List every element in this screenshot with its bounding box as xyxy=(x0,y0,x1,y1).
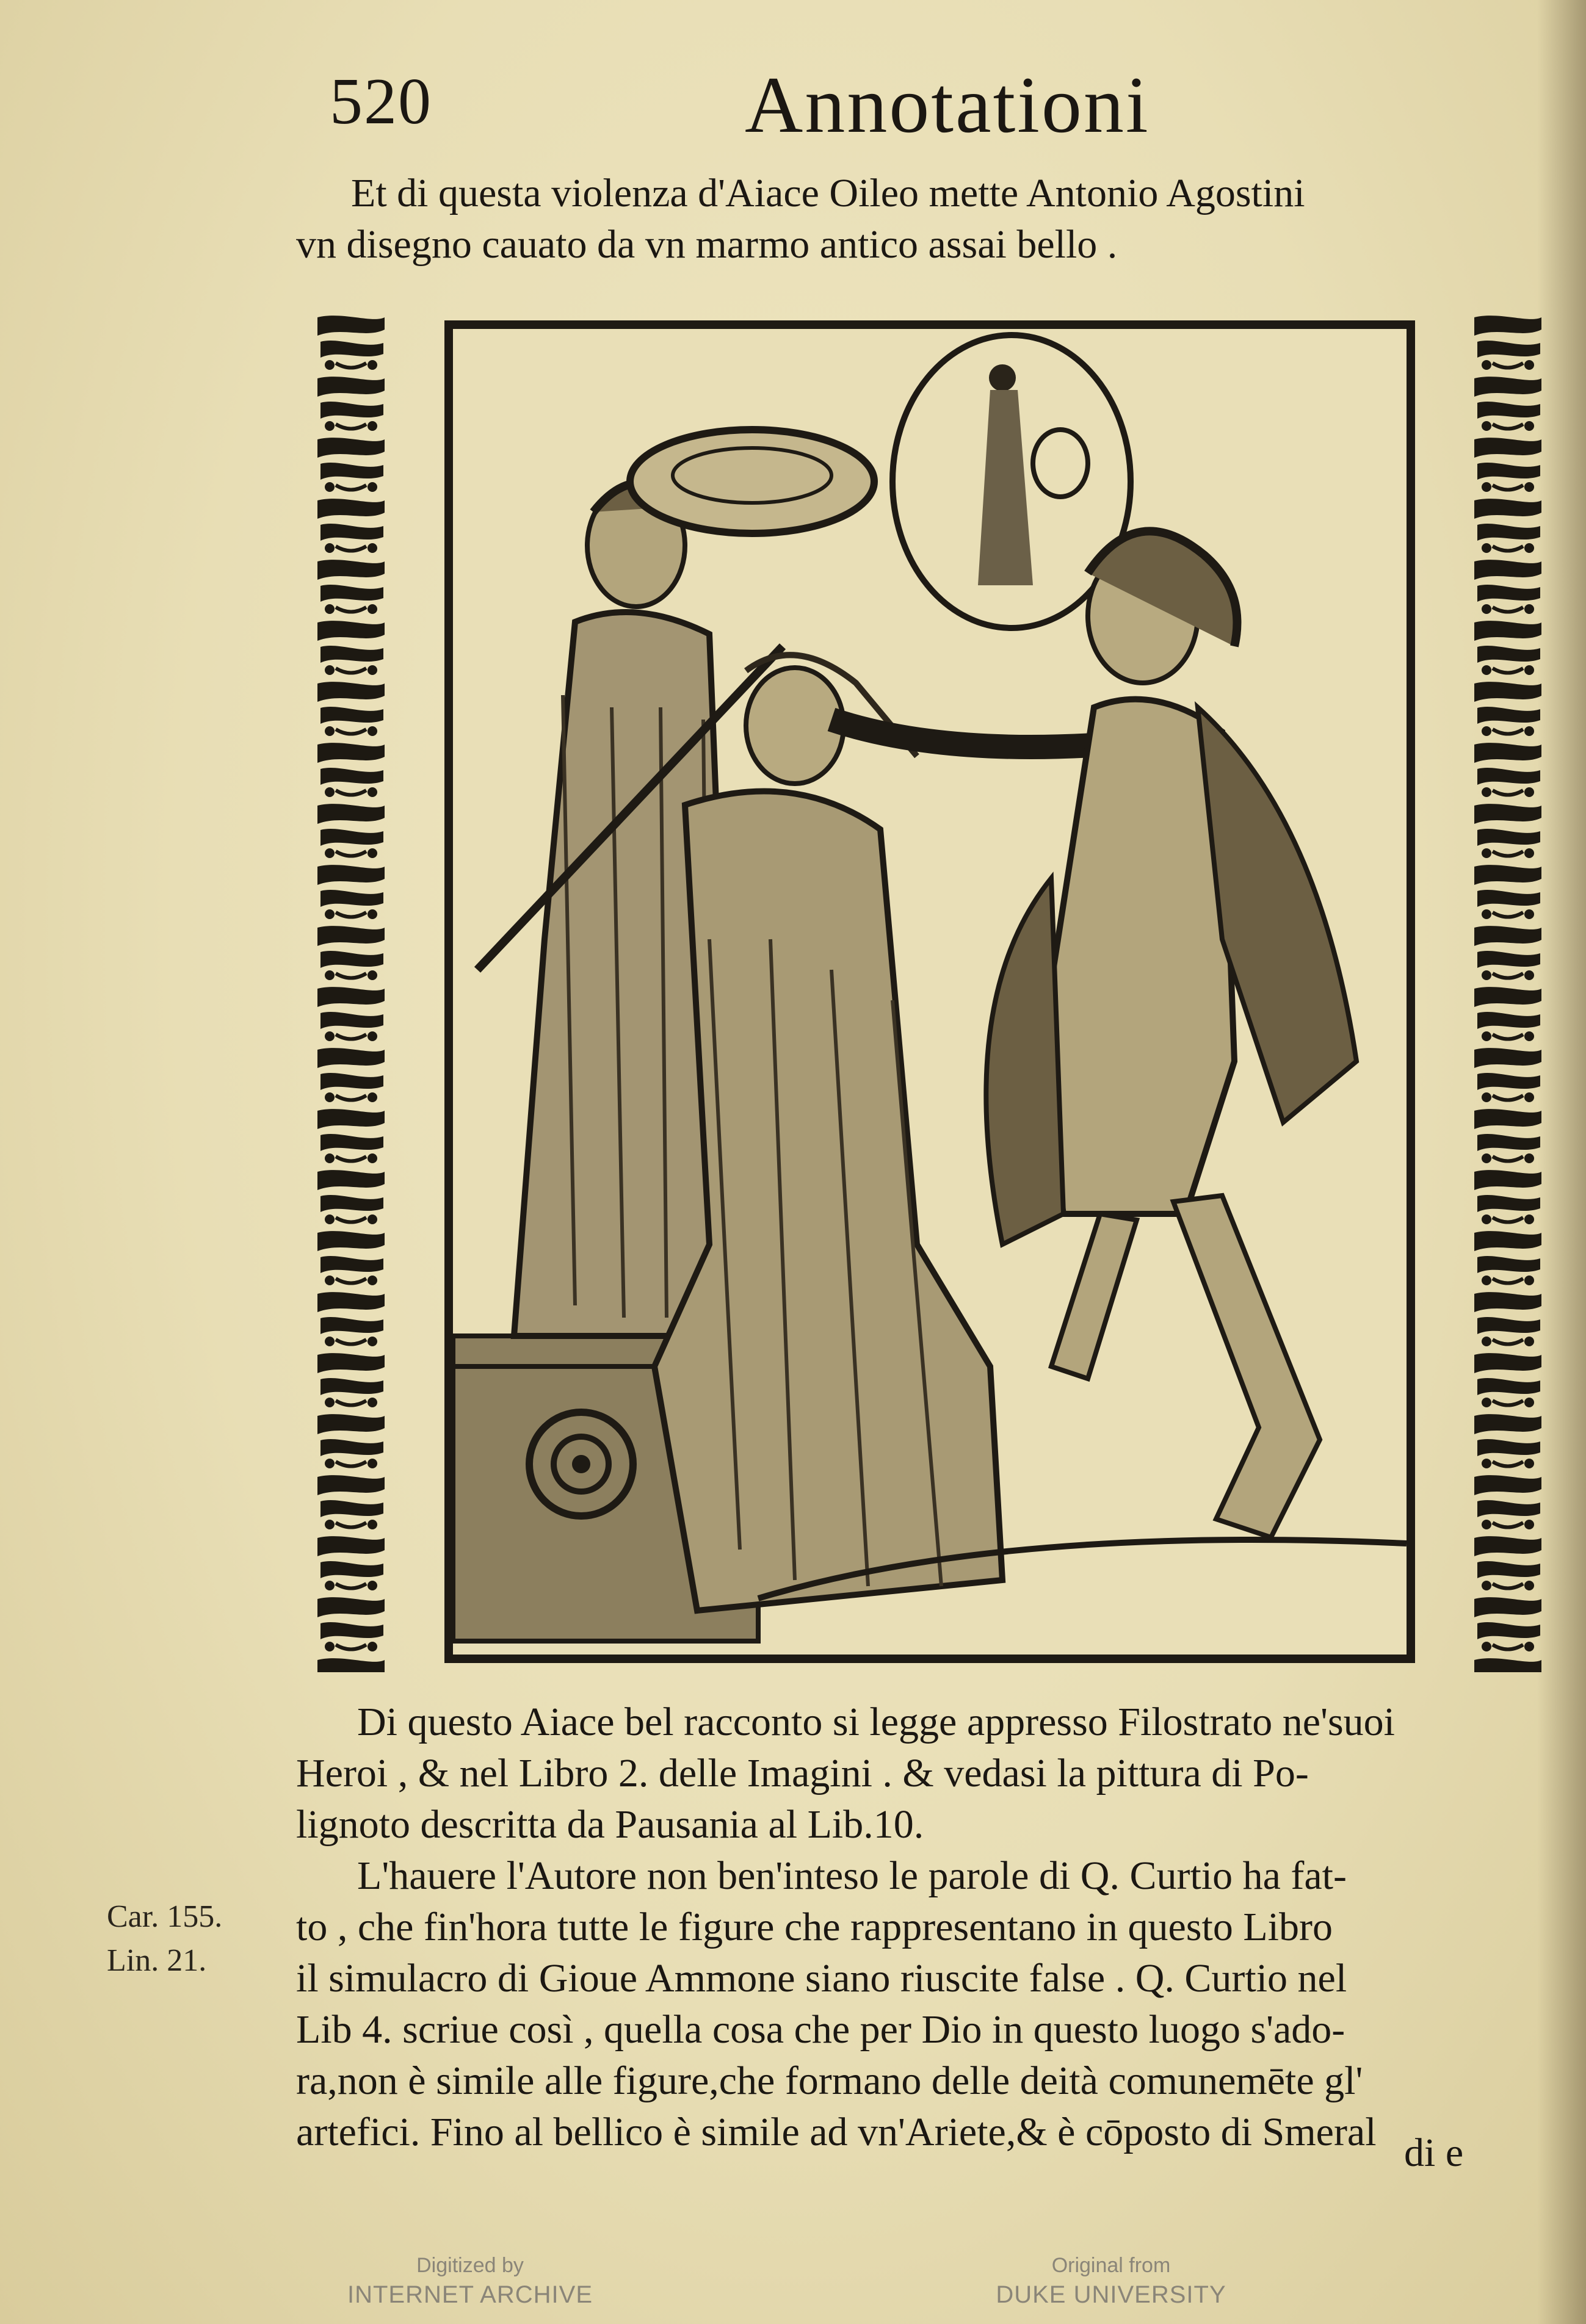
page-header xyxy=(330,58,1490,156)
margin-note-line: Lin. 21. xyxy=(107,1943,207,1978)
text-line: L'hauere l'Autore non ben'inteso le parole di Q. Curtio ha fat- xyxy=(357,1853,1347,1898)
text-line: Lib 4. scriue così , quella cosa che per Dio in questo luogo s'ado- xyxy=(296,2007,1345,2052)
woodcut-illustration xyxy=(444,320,1415,1663)
digitizer-credit xyxy=(342,2252,598,2311)
catchword: di e xyxy=(1404,2131,1464,2175)
internet-archive-label: INTERNET ARCHIVE xyxy=(347,2281,593,2308)
intro-paragraph xyxy=(296,168,1548,270)
text-line: lignoto descritta da Pausania al Lib.10. xyxy=(296,1802,924,1847)
text-line: Heroi , & nel Libro 2. delle Imagini . & vedasi la pittura di Po- xyxy=(296,1751,1309,1795)
page-number: 520 xyxy=(330,65,432,138)
original-from-label: Original from xyxy=(1051,2254,1171,2277)
text-line: artefici. Fino al bellico è simile ad vn'Ariete,& è cōposto di Smeral xyxy=(296,2110,1377,2154)
margin-note-line: Car. 155. xyxy=(107,1899,223,1934)
text-line: vn disegno cauato da vn marmo antico assai bello . xyxy=(296,222,1118,267)
source-credit xyxy=(989,2252,1233,2311)
body-paragraphs xyxy=(296,1697,1548,2158)
text-line: ra,non è simile alle figure,che formano delle deità comunemēte gl' xyxy=(296,2059,1363,2103)
text-line: Et di questa violenza d'Aiace Oileo mette Antonio Agostini xyxy=(351,171,1305,215)
text-line: Di questo Aiace bel racconto si legge appresso Filostrato ne'suoi xyxy=(357,1700,1395,1744)
running-head: Annotationi xyxy=(745,60,1150,150)
duke-university-label: DUKE UNIVERSITY xyxy=(996,2281,1226,2308)
right-ornament-border xyxy=(1462,311,1554,1672)
digitized-by-label: Digitized by xyxy=(416,2254,524,2277)
text-line: to , che fin'hora tutte le figure che rappresentano in questo Libro xyxy=(296,1905,1333,1949)
text-line: il simulacro di Gioue Ammone siano riuscite false . Q. Curtio nel xyxy=(296,1956,1347,2001)
left-ornament-border xyxy=(305,311,397,1672)
margin-note xyxy=(107,1895,222,1983)
